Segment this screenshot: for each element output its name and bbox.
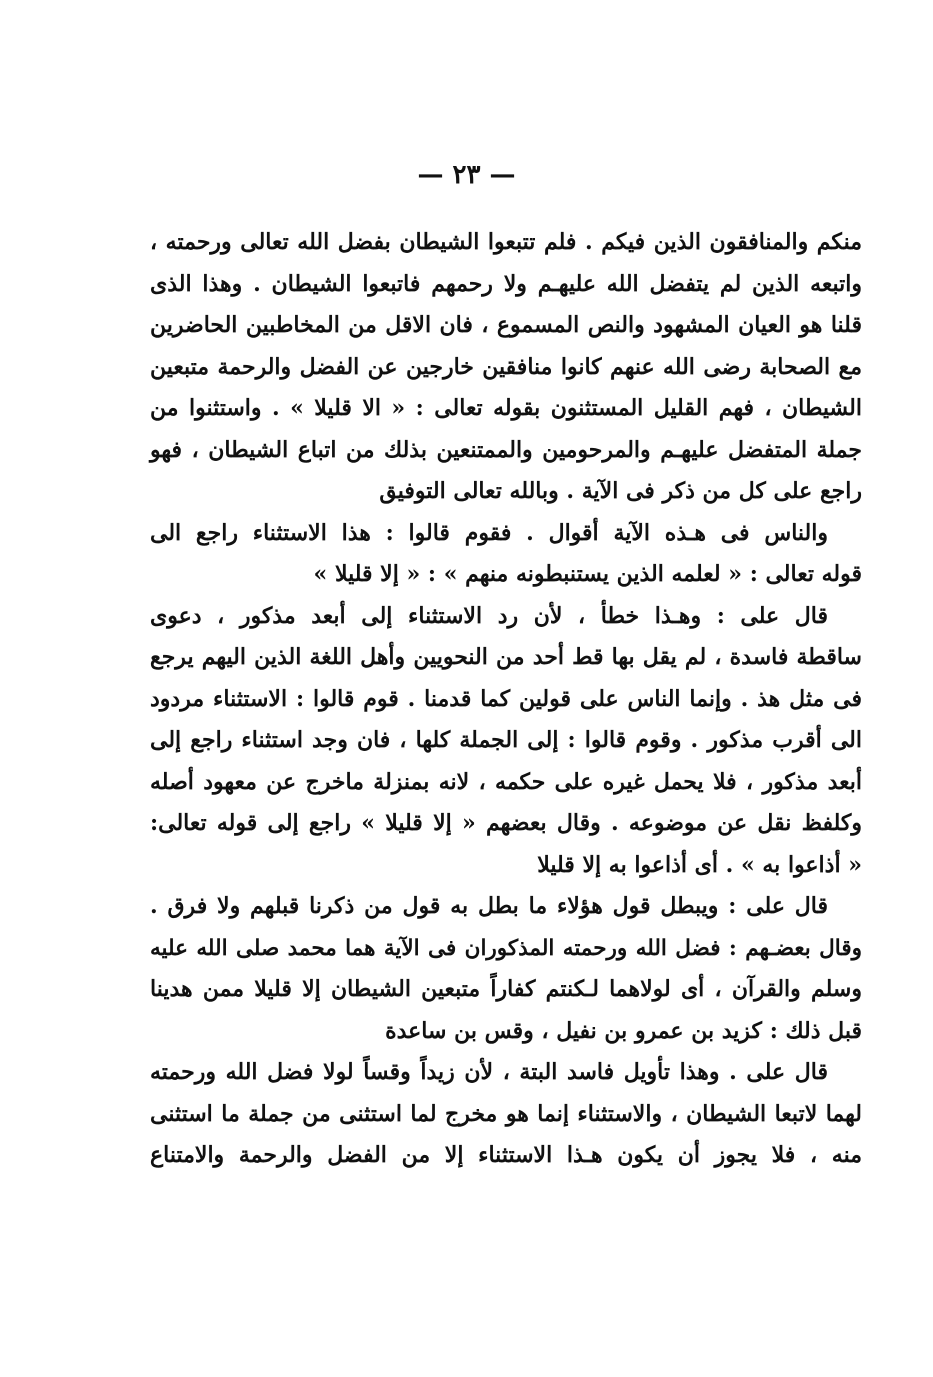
body-text <box>150 222 862 1177</box>
text-line: منه ، فلا يجوز أن يكون هـذا الاستثناء إلا من الفضل والرحمة والامتناع <box>150 1142 862 1168</box>
text-line: جملة المتفضل عليهـم والمرحومين والممتنعين بذلك من اتباع الشيطان ، فهو <box>150 436 862 463</box>
text-line: قوله تعالى : « لعلمه الذين يستنبطونه منهم » : « إلا قليلا » <box>313 561 862 587</box>
text-line: فى مثل هذ . وإنما الناس على قولين كما قدمنا . قوم قالوا : الاستثناء مردود <box>150 685 862 712</box>
text-line: مع الصحابة رضى الله عنهم كانوا منافقين خارجين عن الفضل والرحمة متبعين <box>150 353 862 380</box>
text-line: قال على . وهذا تأويل فاسد البتة ، لأن زيداً وقساً لولا فضل الله ورحمته <box>150 1059 828 1085</box>
text-line: الشيطان ، فهم القليل المستثنون بقوله تعالى : « الا قليلا » . واستثنوا من <box>150 395 862 421</box>
text-line: قبل ذلك : كزيد بن عمرو بن نفيل ، وقس بن ساعدة <box>385 1017 862 1044</box>
text-line: منكم والمنافقون الذين فيكم . فلم تتبعوا الشيطان بفضل الله تعالى ورحمته ، <box>150 229 862 255</box>
text-line: واتبعه الذين لم يتفضل الله عليهـم ولا رحمهم فاتبعوا الشيطان . وهذا الذى <box>150 270 862 297</box>
text-line: الى أقرب مذكور . وقوم قالوا : إلى الجملة كلها ، فان وجد استثناء راجع إلى <box>150 727 862 753</box>
text-line: وكلفظ نقل عن موضوعه . وقال بعضهم « إلا قليلا » راجع إلى قوله تعالى: <box>150 810 862 836</box>
text-line: وقال بعضـهم : فضل الله ورحمته المذكوران فى الآية هما محمد صلى الله عليه <box>150 935 862 961</box>
text-line: « أذاعوا به » . أى أذاعوا به إلا قليلا <box>537 851 862 878</box>
text-line: وسلم والقرآن ، أى لولاهما لـكنتم كفاراً متبعين الشيطان إلا قليلا ممن هدينا <box>150 976 862 1002</box>
text-line: راجع على كل من ذكر فى الآية . وبالله تعالى التوفيق <box>379 478 862 504</box>
text-line: لهما لاتبعا الشيطان ، والاستثناء إنما هو مخرج لما استثنى من جملة ما استثنى <box>150 1100 862 1127</box>
text-line: أبعد مذكور ، فلا يحمل غيره على حكمه ، لانه بمنزلة ماخرج عن معهود أصله <box>150 768 862 795</box>
page-number: — ٢٣ — <box>417 160 516 190</box>
text-line: والناس فى هـذه الآية أقوال . فقوم قالوا : هذا الاستثناء راجع الى <box>150 519 828 546</box>
text-line: قلنا هو العيان المشهود والنص المسموع ، فان الاقل من المخاطبين الحاضرين <box>150 312 862 338</box>
text-line: قال على : وهـذا خطأ ، لأن رد الاستثناء إلى أبعد مذكور ، دعوى <box>150 602 828 629</box>
text-line: قال على : ويبطل قول هؤلاء ما بطل به قول من ذكرنا قبلهم ولا فرق . <box>150 893 828 919</box>
text-line: ساقطة فاسدة ، لم يقل بها قط أحد من النحويين وأهل اللغة الذين اليهم يرجع <box>150 644 862 670</box>
